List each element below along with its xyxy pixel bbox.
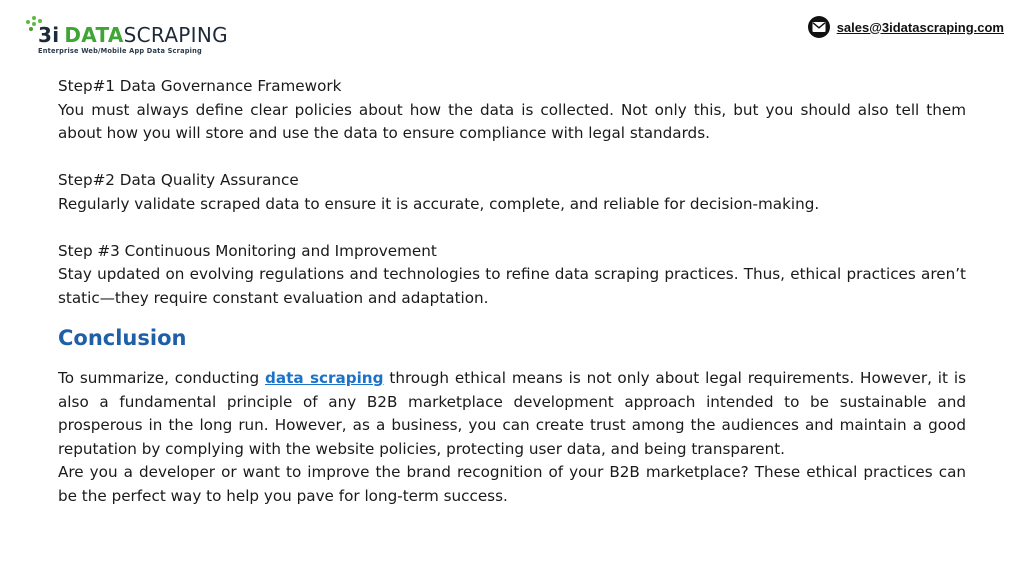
step-2-title: Step#2 Data Quality Assurance xyxy=(58,171,299,189)
conclusion-paragraph-2: Are you a developer or want to improve the brand recognition of your B2B marketplace? These ethical practices can be the perfect way to help you pave for long-term success. xyxy=(58,463,966,505)
mail-icon xyxy=(808,16,830,38)
step-1-body: You must always define clear policies about how the data is collected. Not only this, but you should also tell them about how you will store and use the data to ensure compliance with legal standards. xyxy=(58,100,966,142)
conclusion-text-start: To summarize, conducting xyxy=(58,369,265,387)
contact-email[interactable] xyxy=(808,16,1004,38)
step-2-body: Regularly validate scraped data to ensure it is accurate, complete, and reliable for decision-making. xyxy=(58,194,820,213)
conclusion-heading: Conclusion xyxy=(58,326,187,350)
company-logo[interactable] xyxy=(26,14,226,60)
logo-tagline: Enterprise Web/Mobile App Data Scraping xyxy=(38,47,202,55)
data-scraping-link[interactable]: data scraping xyxy=(264,369,384,387)
step-3-body: Stay updated on evolving regulations and technologies to refine data scraping practices. Thus, ethical practices aren’t static—they require constant evaluation and adaptation. xyxy=(58,265,966,307)
logo-data: DATA xyxy=(64,23,124,47)
step-1-title: Step#1 Data Governance Framework xyxy=(58,77,342,95)
article-body xyxy=(58,75,966,508)
conclusion-text-end: through ethical means is not only about legal requirements. However, it is also a fundamental principle of any B2B marketplace development approach intended to be sustainable and prosperous in the long run. However, as a business, you can create trust among the audiences and maintain a good reputation by complying with the website policies, protecting user data, and being transparent. xyxy=(58,369,966,458)
logo-3i: 3i xyxy=(38,23,60,47)
step-3-title: Step #3 Continuous Monitoring and Improvement xyxy=(58,241,437,260)
logo-scraping: SCRAPING xyxy=(123,23,228,47)
email-link[interactable]: sales@3idatascraping.com xyxy=(836,19,1004,35)
logo-wordmark xyxy=(38,24,228,46)
conclusion-paragraph-1 xyxy=(58,367,966,461)
